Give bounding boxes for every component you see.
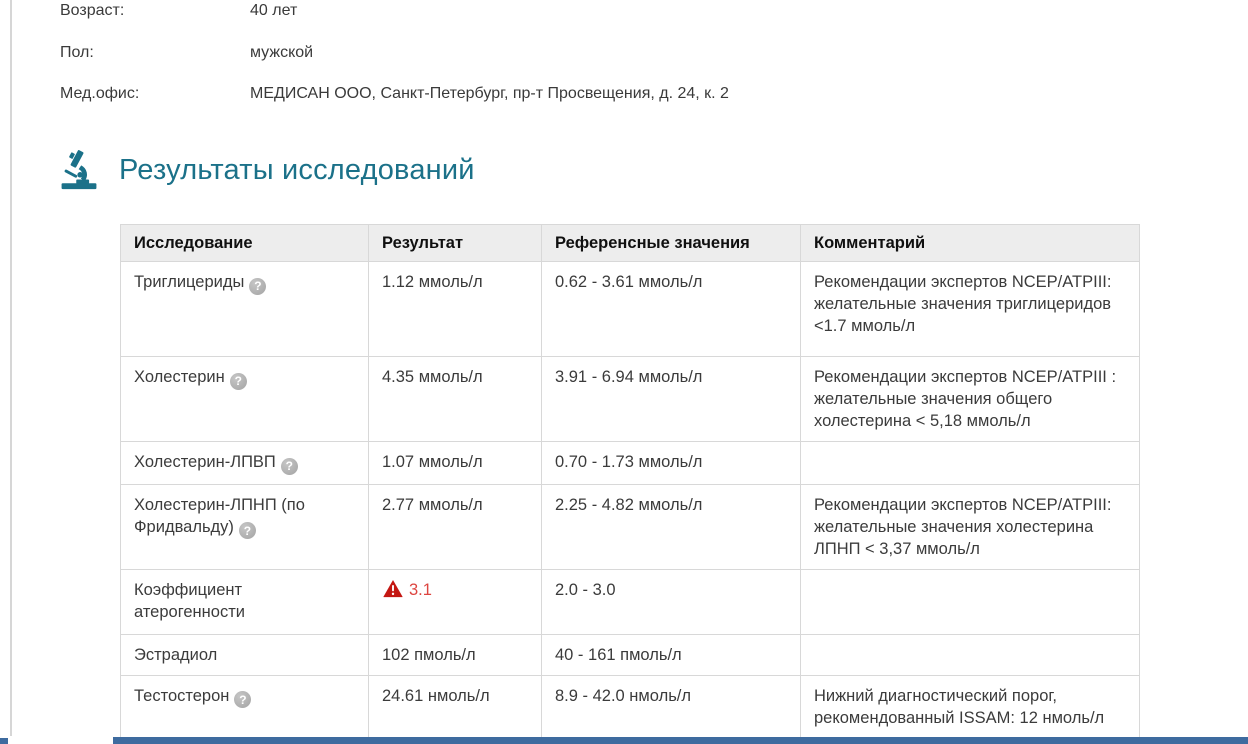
- table-row-cholesterol: [121, 357, 1140, 442]
- result-cell: 102 пмоль/л: [369, 634, 542, 675]
- result-cell: 24.61 нмоль/л: [369, 675, 542, 740]
- bottom-bar-left-nub: [0, 738, 8, 744]
- result-cell: 1.07 ммоль/л: [369, 442, 542, 485]
- help-icon[interactable]: ?: [230, 373, 247, 390]
- comment-cell: Рекомендации экспертов NCEP/ATPIII: желательные значения триглицеридов <1.7 ммоль/л: [801, 262, 1140, 357]
- column-header-reference: Референсные значения: [542, 225, 801, 262]
- reference-cell: 0.70 - 1.73 ммоль/л: [542, 442, 801, 485]
- study-name-cell: [121, 442, 369, 485]
- help-icon[interactable]: ?: [249, 278, 266, 295]
- section-title: Результаты исследований: [119, 153, 475, 186]
- patient-info-row-age: [60, 2, 729, 44]
- reference-cell: 8.9 - 42.0 нмоль/л: [542, 675, 801, 740]
- sex-label: Пол:: [60, 43, 94, 61]
- page-left-border: [10, 0, 12, 736]
- reference-cell: 40 - 161 пмоль/л: [542, 634, 801, 675]
- study-name: Холестерин-ЛПВП: [134, 453, 276, 471]
- column-header-study: Исследование: [121, 225, 369, 262]
- bottom-scrollbar[interactable]: [113, 737, 1248, 744]
- table-row-estradiol: [121, 634, 1140, 675]
- comment-cell: Нижний диагностический порог, рекомендованный ISSAM: 12 нмоль/л: [801, 675, 1140, 740]
- age-value: 40 лет: [250, 2, 298, 19]
- office-value: МЕДИСАН ООО, Санкт-Петербург, пр-т Просвещения, д. 24, к. 2: [250, 85, 729, 102]
- study-name: Тестостерон: [134, 686, 230, 705]
- study-name-cell: [121, 675, 369, 740]
- study-name-cell: [121, 357, 369, 442]
- study-name-cell: [121, 484, 369, 569]
- study-name-cell: [121, 262, 369, 357]
- warning-icon: [382, 579, 404, 598]
- study-name-cell: [121, 634, 369, 675]
- help-icon[interactable]: ?: [234, 691, 251, 708]
- reference-cell: 2.25 - 4.82 ммоль/л: [542, 484, 801, 569]
- reference-cell: 3.91 - 6.94 ммоль/л: [542, 357, 801, 442]
- result-cell: 1.12 ммоль/л: [369, 262, 542, 357]
- reference-cell: 2.0 - 3.0: [542, 569, 801, 634]
- study-name: Коэффициент атерогенности: [134, 580, 245, 621]
- comment-cell: [801, 634, 1140, 675]
- study-name: Холестерин-ЛПНП (по Фридвальду): [134, 495, 305, 536]
- age-label: Возраст:: [60, 2, 125, 19]
- patient-info-row-sex: [60, 44, 729, 86]
- comment-cell: [801, 442, 1140, 485]
- results-table-header-row: [121, 225, 1140, 262]
- sex-value: мужской: [250, 43, 314, 61]
- results-section-header: [57, 147, 475, 193]
- office-label: Мед.офис:: [60, 85, 140, 102]
- comment-cell: Рекомендации экспертов NCEP/ATPIII: желательные значения холестерина ЛПНП < 3,37 ммоль/л: [801, 484, 1140, 569]
- help-icon[interactable]: ?: [239, 522, 256, 539]
- study-name: Триглицериды: [134, 273, 245, 291]
- result-cell: [369, 569, 542, 634]
- study-name: Холестерин: [134, 368, 225, 386]
- comment-cell: Рекомендации экспертов NCEP/ATPIII : желательные значения общего холестерина < 5,18 ммоль/л: [801, 357, 1140, 442]
- alert-result-value: 3.1: [409, 580, 432, 599]
- help-icon[interactable]: ?: [281, 458, 298, 475]
- patient-info: [60, 2, 729, 127]
- result-cell: 4.35 ммоль/л: [369, 357, 542, 442]
- patient-info-row-office: [60, 85, 729, 127]
- column-header-result: Результат: [369, 225, 542, 262]
- results-table: [120, 224, 1140, 741]
- study-name: Эстрадиол: [134, 645, 218, 664]
- result-cell: 2.77 ммоль/л: [369, 484, 542, 569]
- comment-cell: [801, 569, 1140, 634]
- table-row-ldl: [121, 484, 1140, 569]
- table-row-hdl: [121, 442, 1140, 485]
- table-row-testosterone: [121, 675, 1140, 740]
- reference-cell: 0.62 - 3.61 ммоль/л: [542, 262, 801, 357]
- table-row-triglycerides: [121, 262, 1140, 357]
- column-header-comment: Комментарий: [801, 225, 1140, 262]
- table-row-atherogenic-index: [121, 569, 1140, 634]
- study-name-cell: [121, 569, 369, 634]
- microscope-icon: [57, 147, 101, 193]
